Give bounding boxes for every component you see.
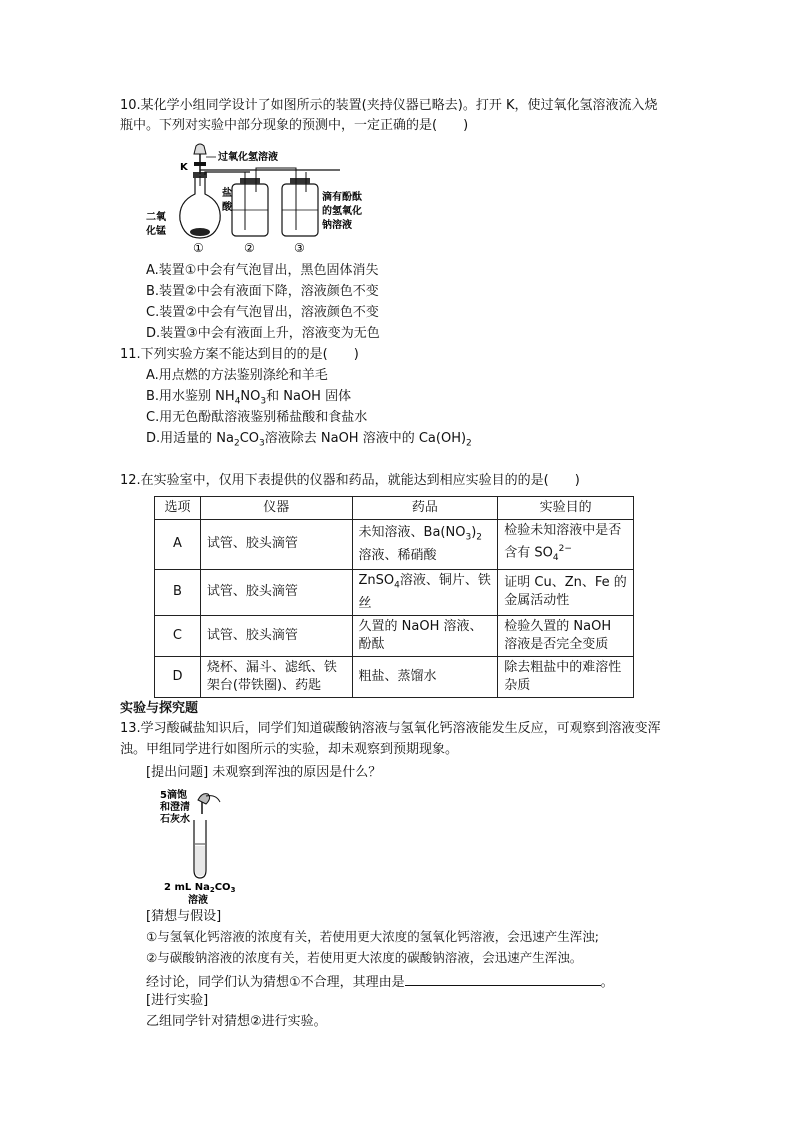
table-row [155,520,634,570]
section-title: 实验与探究题 [120,701,199,716]
cell-reagent: 久置的 NaOH 溶液、酚酞 [352,615,498,656]
label-right-3: 钠溶液 [322,220,352,231]
label-lime-1: 5滴饱 [160,790,187,801]
bottle-3 [256,168,318,236]
label-num1: ① [193,241,204,255]
experiment-text: 乙组同学针对猜想②进行实验。 [146,1014,327,1029]
header-option: 选项 [155,497,201,520]
q10-option-d: D.装置③中会有液面上升，溶液变为无色 [146,326,380,341]
cell-reagent: ZnSO$_4$溶液、铜片、铁丝 [352,569,498,615]
cell-purpose: 检验未知溶液中是否含有 $SO_4^{2-}$ [498,520,634,570]
hypothesis-title: [猜想与假设] [146,909,222,924]
q11-option-a: A.用点燃的方法鉴别涤纶和羊毛 [146,368,328,383]
label-na2co3: 2 mL $Na_2CO_3$ [164,882,236,894]
cell-option: A [155,520,201,570]
header-reagent: 药品 [352,497,498,520]
q11-option-c: C.用无色酚酞溶液鉴别稀盐酸和食盐水 [146,410,368,425]
header-purpose: 实验目的 [498,497,634,520]
label-lime-3: 石灰水 [160,814,190,825]
cell-option: B [155,569,201,615]
q10-option-a: A.装置①中会有气泡冒出，黑色固体消失 [146,263,379,278]
cell-instrument: 烧杯、漏斗、滤纸、铁架台(带铁圈)、药匙 [200,656,352,697]
q11-option-d: D.用适量的 $Na_2CO_3$溶液除去 NaOH 溶液中的 $Ca(OH)_2$ [146,431,472,449]
label-num2: ② [244,241,255,255]
label-h2o2: 过氧化氢溶液 [218,152,278,163]
label-num3: ③ [294,241,305,255]
q11-option-b: B.用水鉴别 $NH_4NO_3$和 NaOH 固体 [146,389,352,407]
table-row [155,569,634,615]
cell-instrument: 试管、胶头滴管 [200,520,352,570]
label-mno2-1: 二氧 [146,212,166,223]
table-row [155,615,634,656]
q10-apparatus-figure [140,140,370,258]
table-header-row [155,497,634,520]
table-row [155,656,634,697]
q11-stem: 11.下列实验方案不能达到目的的是( ) [120,347,359,362]
header-instrument: 仪器 [200,497,352,520]
cell-purpose: 证明 Cu、Zn、Fe 的金属活动性 [498,569,634,615]
label-solution: 溶液 [188,895,208,906]
cell-instrument: 试管、胶头滴管 [200,615,352,656]
q13-question: [提出问题] 未观察到浑浊的原因是什么？ [146,765,382,780]
label-mno2-2: 化锰 [146,226,166,237]
experiment-title: [进行实验] [146,993,209,1008]
discussion-line: 经讨论，同学们认为猜想①不合理，其理由是 。 [146,971,614,992]
hypothesis-1: ①与氢氧化钙溶液的浓度有关，若使用更大浓度的氢氧化钙溶液，会迅速产生浑浊; [146,929,599,944]
bottle-2 [232,172,268,236]
cell-option: D [155,656,201,697]
q10-stem-line2: 瓶中。下列对实验中部分现象的预测中，一定正确的是( ) [120,118,469,133]
hypothesis-2: ②与碳酸钠溶液的浓度有关，若使用更大浓度的碳酸钠溶液，会迅速产生浑浊。 [146,950,583,965]
cell-instrument: 试管、胶头滴管 [200,569,352,615]
cell-purpose: 检验久置的 NaOH 溶液是否完全变质 [498,615,634,656]
label-hcl-1: 盐 [222,188,232,199]
test-tube [194,820,206,878]
q12-stem: 12.在实验室中，仅用下表提供的仪器和药品，就能达到相应实验目的的是( ) [120,473,580,488]
label-lime-2: 和澄清 [160,802,190,813]
q13-test-tube-figure [160,784,280,906]
dropper [198,794,220,814]
q10-stem-line1: 10.某化学小组同学设计了如图所示的装置(夹持仪器已略去)。打开 K，使过氧化氢溶液流入烧 [120,98,658,113]
q13-stem-line1: 13.学习酸碱盐知识后，同学们知道碳酸钠溶液与氢氧化钙溶液能发生反应，可观察到溶液变浑 [120,721,661,736]
cell-purpose: 除去粗盐中的难溶性杂质 [498,656,634,697]
label-right-2: 的氢氧化 [322,206,362,217]
q10-option-b: B.装置②中会有液面下降，溶液颜色不变 [146,284,379,299]
q10-option-c: C.装置②中会有气泡冒出，溶液颜色不变 [146,305,379,320]
cell-reagent: 未知溶液、$Ba(NO_3)_2$溶液、稀硝酸 [352,520,498,570]
label-right-1: 滴有酚酞 [322,192,362,203]
answer-blank[interactable] [405,971,601,986]
q13-stem-line2: 浊。甲组同学进行如图所示的实验，却未观察到预期现象。 [120,742,459,757]
label-k: K [180,162,188,173]
cell-option: C [155,615,201,656]
label-hcl-2: 酸 [222,202,232,213]
q12-table [154,496,634,698]
cell-reagent: 粗盐、蒸馏水 [352,656,498,697]
